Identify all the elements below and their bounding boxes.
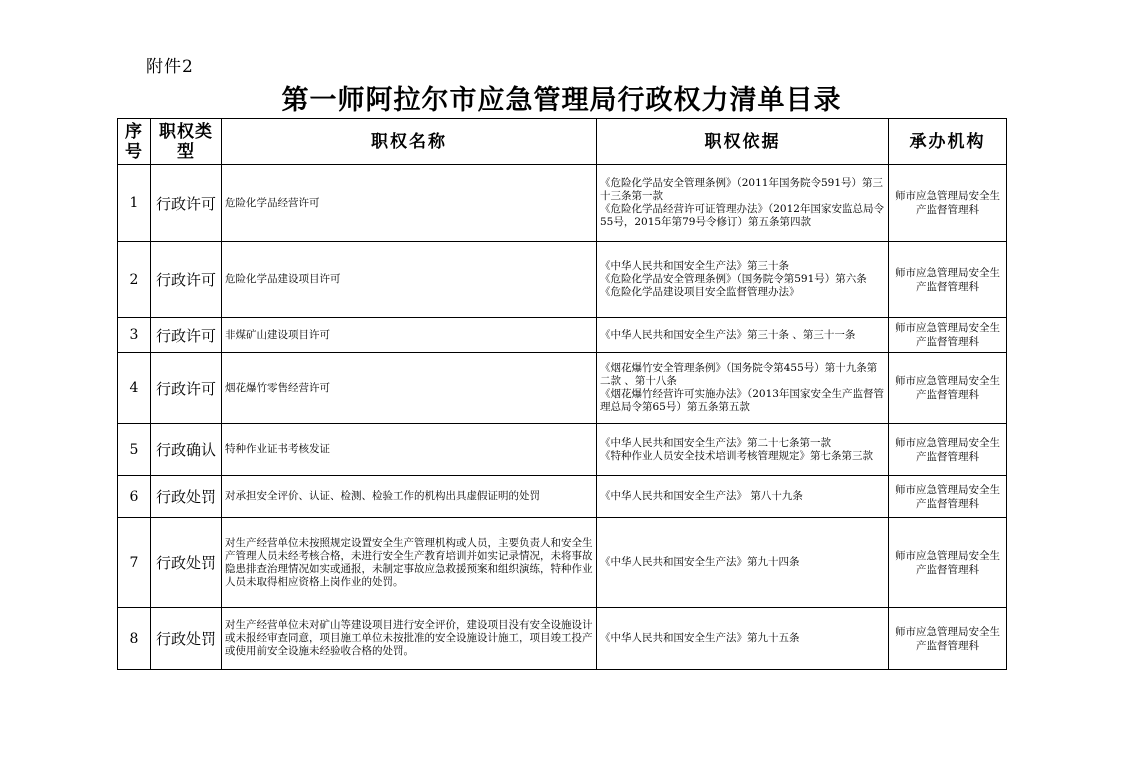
row-basis: 《中华人民共和国安全生产法》第九十五条 bbox=[597, 608, 889, 670]
row-basis: 《中华人民共和国安全生产法》第三十条 、第三十一条 bbox=[597, 318, 889, 353]
row-org: 师市应急管理局安全生产监督管理科 bbox=[889, 424, 1007, 476]
row-name: 危险化学品经营许可 bbox=[222, 165, 597, 242]
row-basis: 《危险化学品安全管理条例》（2011年国务院令591号）第三十三条第一款 《危险化学品经营许可证管理办法》（2012年国家安监总局令55号，2015年第79号令修订）第五条第四款 bbox=[597, 165, 889, 242]
rights-table bbox=[117, 118, 1007, 670]
header-seq: 序号 bbox=[118, 119, 151, 165]
row-basis: 《中华人民共和国安全生产法》第九十四条 bbox=[597, 518, 889, 608]
row-name: 非煤矿山建设项目许可 bbox=[222, 318, 597, 353]
row-name: 对生产经营单位未对矿山等建设项目进行安全评价，建设项目没有安全设施设计或未报经审查同意，项目施工单位未按批准的安全设施设计施工，项目竣工投产或使用前安全设施未经验收合格的处罚。 bbox=[222, 608, 597, 670]
row-seq: 1 bbox=[118, 165, 151, 242]
row-type: 行政许可 bbox=[151, 353, 222, 424]
row-type: 行政许可 bbox=[151, 165, 222, 242]
table-row bbox=[118, 165, 1007, 242]
row-type: 行政处罚 bbox=[151, 518, 222, 608]
row-org: 师市应急管理局安全生产监督管理科 bbox=[889, 518, 1007, 608]
table-row bbox=[118, 608, 1007, 670]
row-type: 行政确认 bbox=[151, 424, 222, 476]
attachment-label: 附件2 bbox=[146, 57, 194, 77]
header-basis: 职权依据 bbox=[597, 119, 889, 165]
row-org: 师市应急管理局安全生产监督管理科 bbox=[889, 318, 1007, 353]
row-type: 行政许可 bbox=[151, 318, 222, 353]
row-basis: 《烟花爆竹安全管理条例》（国务院令第455号）第十九条第二款 、第十八条 《烟花爆竹经营许可实施办法》（2013年国家安全生产监督管理总局令第65号）第五条第五款 bbox=[597, 353, 889, 424]
row-name: 特种作业证书考核发证 bbox=[222, 424, 597, 476]
row-type: 行政处罚 bbox=[151, 476, 222, 518]
table-row bbox=[118, 424, 1007, 476]
row-name: 烟花爆竹零售经营许可 bbox=[222, 353, 597, 424]
row-org: 师市应急管理局安全生产监督管理科 bbox=[889, 353, 1007, 424]
row-basis: 《中华人民共和国安全生产法》第三十条 《危险化学品安全管理条例》（国务院令第591号）第六条 《危险化学品建设项目安全监督管理办法》 bbox=[597, 242, 889, 318]
row-seq: 7 bbox=[118, 518, 151, 608]
table-header-row bbox=[118, 119, 1007, 165]
row-seq: 8 bbox=[118, 608, 151, 670]
table-row bbox=[118, 353, 1007, 424]
header-org: 承办机构 bbox=[889, 119, 1007, 165]
row-seq: 2 bbox=[118, 242, 151, 318]
header-type: 职权类型 bbox=[151, 119, 222, 165]
table-row bbox=[118, 518, 1007, 608]
row-basis: 《中华人民共和国安全生产法》第二十七条第一款 《特种作业人员安全技术培训考核管理规定》第七条第三款 bbox=[597, 424, 889, 476]
row-seq: 4 bbox=[118, 353, 151, 424]
row-name: 对承担安全评价、认证、检测、检验工作的机构出具虚假证明的处罚 bbox=[222, 476, 597, 518]
page-title: 第一师阿拉尔市应急管理局行政权力清单目录 bbox=[281, 85, 842, 116]
row-type: 行政处罚 bbox=[151, 608, 222, 670]
row-name: 危险化学品建设项目许可 bbox=[222, 242, 597, 318]
row-org: 师市应急管理局安全生产监督管理科 bbox=[889, 608, 1007, 670]
row-seq: 6 bbox=[118, 476, 151, 518]
row-type: 行政许可 bbox=[151, 242, 222, 318]
row-basis: 《中华人民共和国安全生产法》 第八十九条 bbox=[597, 476, 889, 518]
row-org: 师市应急管理局安全生产监督管理科 bbox=[889, 165, 1007, 242]
header-name: 职权名称 bbox=[222, 119, 597, 165]
row-org: 师市应急管理局安全生产监督管理科 bbox=[889, 242, 1007, 318]
table-row bbox=[118, 318, 1007, 353]
row-seq: 5 bbox=[118, 424, 151, 476]
row-name: 对生产经营单位未按照规定设置安全生产管理机构或人员，主要负责人和安全生产管理人员未经考核合格，未进行安全生产教育培训并如实记录情况，未将事故隐患排查治理情况如实或通报，未制定事故应急救援预案和组织演练，特种作业人员未取得相应资格上岗作业的处罚。 bbox=[222, 518, 597, 608]
row-org: 师市应急管理局安全生产监督管理科 bbox=[889, 476, 1007, 518]
row-seq: 3 bbox=[118, 318, 151, 353]
table-row bbox=[118, 476, 1007, 518]
table-row bbox=[118, 242, 1007, 318]
